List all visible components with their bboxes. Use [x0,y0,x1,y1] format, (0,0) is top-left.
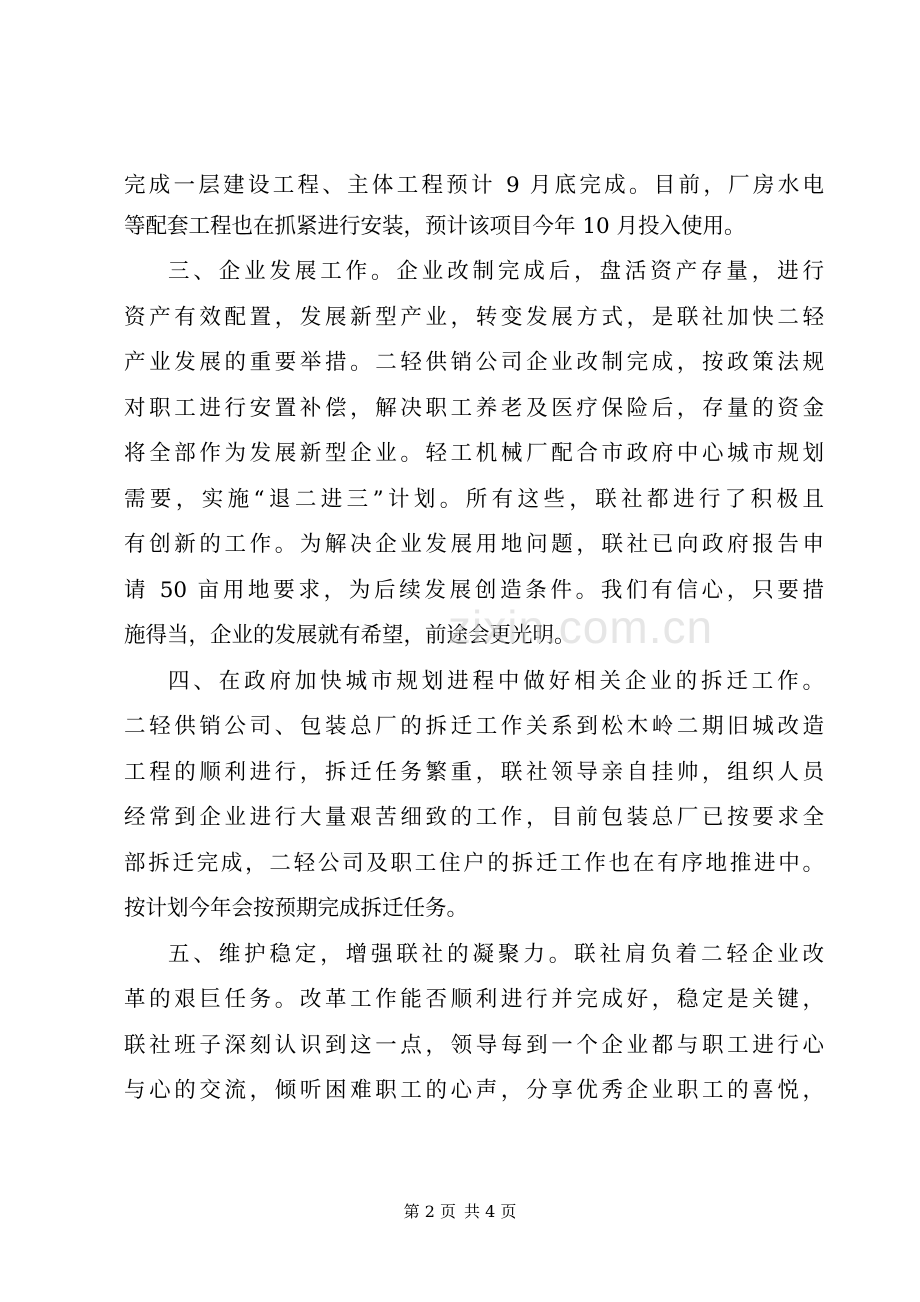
text-line: 部拆迁完成，二轻公司及职工住户的拆迁工作也在有序地推进中。 [124,850,824,876]
text-line: 工程的顺利进行，拆迁任务繁重，联社领导亲自挂帅，组织人员 [124,759,824,785]
text-line: 与心的交流，倾听困难职工的心声，分享优秀企业职工的喜悦， [124,1078,824,1103]
text-line: 产业发展的重要举措。二轻供销公司企业改制完成，按政策法规 [124,350,824,375]
text-line: 对职工进行安置补偿，解决职工养老及医疗保险后，存量的资金 [124,395,824,421]
text-line: 经常到企业进行大量艰苦细致的工作，目前包装总厂已按要求全 [124,805,824,830]
text-line: 有创新的工作。为解决企业发展用地问题，联社已向政府报告申 [124,532,824,557]
text-line: 将全部作为发展新型企业。轻工机械厂配合市政府中心城市规划 [124,441,824,466]
text-line: 请 50 亩用地要求，为后续发展创造条件。我们有信心，只要措 [124,577,824,603]
text-line: 革的艰巨任务。改革工作能否顺利进行并完成好，稳定是关键， [124,987,824,1012]
watermark: zixin.com.cn [448,601,714,653]
text-line: 需要，实施“退二进三”计划。所有这些，联社都进行了积极且 [124,486,824,512]
page-number: 第 2 页 [403,1202,456,1221]
text-line: 等配套工程也在抓紧进行安装，预计该项目今年 10 月投入使用。 [124,213,746,239]
text-line: 完成一层建设工程、主体工程预计 9 月底完成。目前，厂房水电 [124,173,824,198]
text-line: 按计划今年会按预期完成拆迁任务。 [124,896,469,921]
text-line: 联社班子深刻认识到这一点，领导每到一个企业都与职工进行心 [124,1032,824,1058]
text-line: 资产有效配置，发展新型产业，转变发展方式，是联社加快二轻 [124,304,824,330]
section-heading-line: 五、维护稳定，增强联社的凝聚力。联社肩负着二轻企业改 [168,941,824,967]
section-heading-line: 四、在政府加快城市规划进程中做好相关企业的拆迁工作。 [168,668,824,694]
text-line: 二轻供销公司、包装总厂的拆迁工作关系到松木岭二期旧城改造 [124,714,824,739]
document-body [124,166,824,1112]
text-line: 施得当，企业的发展就有希望，前途会更光明。 [124,623,576,648]
page-footer [0,1200,920,1224]
section-heading-line: 三、企业发展工作。企业改制完成后，盘活资产存量，进行 [168,259,824,284]
page-total: 共 4 页 [464,1202,517,1221]
